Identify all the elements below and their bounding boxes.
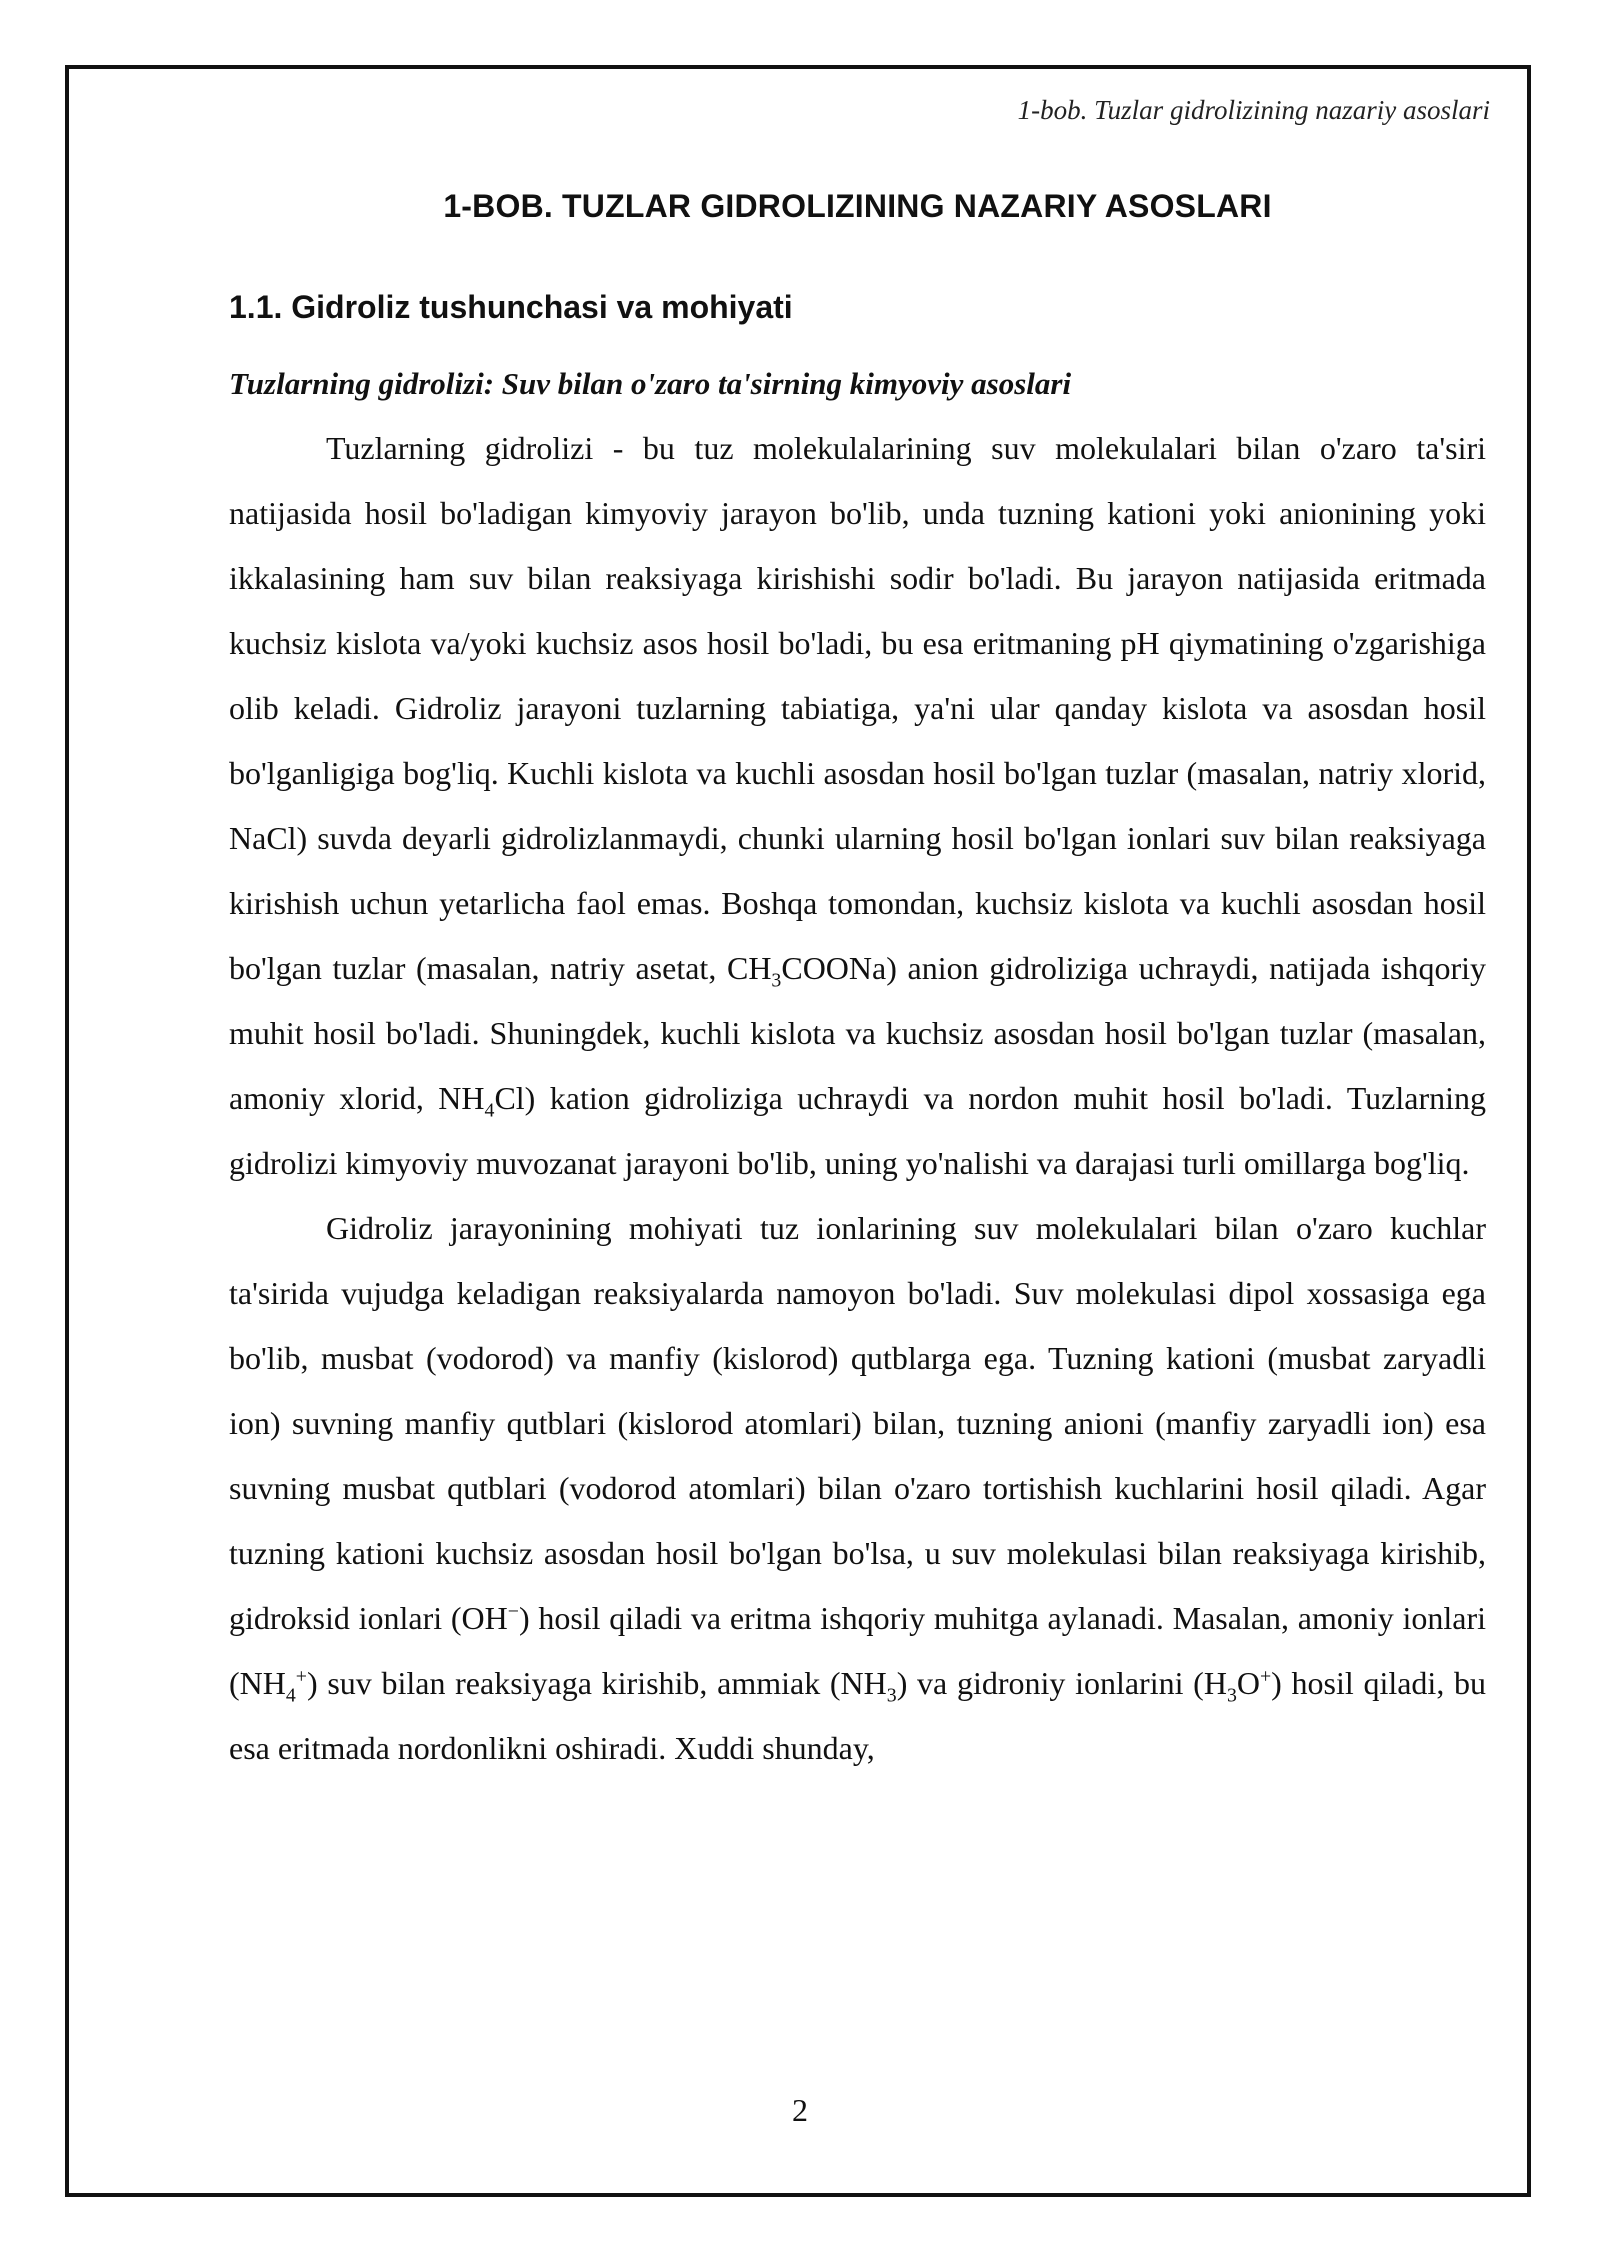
paragraph-2-text-b: ) hosil qiladi va eritma ishqoriy muhitga aylanadi. Masalan, amoniy ionlari (NH: [229, 1600, 1487, 1701]
paragraph-1-text-b: COONa) anion gidroliziga uchraydi, natijada ishqoriy muhit hosil bo'ladi. Shuningdek, kuchli kislota va kuchsiz asosdan hosil bo'lgan tuzlar (masalan, amoniy xlorid, NH: [229, 950, 1486, 1116]
paragraph-2-text-f: ) hosil qiladi, bu esa eritmada nordonlikni oshiradi. Xuddi shunday,: [229, 1665, 1487, 1766]
paragraph-1: [229, 416, 1486, 1196]
subscript: 4: [484, 1099, 495, 1122]
paragraph-2-text-d: ) va gidroniy ionlarini (H: [896, 1665, 1227, 1701]
section-title: 1.1. Gidroliz tushunchasi va mohiyati: [229, 289, 793, 325]
paragraph-2-text-c: ) suv bilan reaksiyaga kirishib, ammiak (NH: [306, 1665, 887, 1701]
paragraph-1-text-a: Tuzlarning gidrolizi - bu tuz molekulalarining suv molekulalari bilan o'zaro ta'siri natijasida hosil bo'ladigan kimyoviy jarayon bo'lib, unda tuzning kationi yoki anionining yoki ikkalasining ham suv bilan reaksiyaga kirishishi sodir bo'ladi. Bu jarayon natijasida eritmada kuchsiz kislota va/yoki kuchsiz asos hosil bo'ladi, bu esa eritmaning pH qiymatining o'zgarishiga olib keladi. Gidroliz jarayoni tuzlarning tabiatiga, ya'ni ular qanday kislota va asosdan hosil bo'lganligiga bog'liq. Kuchli kislota va kuchli asosdan hosil bo'lgan tuzlar (masalan, natriy xlorid, NaCl) suvda deyarli gidrolizlanmaydi, chunki ularning hosil bo'lgan ionlari suv bilan reaksiyaga kirishish uchun yetarlicha faol emas. Boshqa tomondan, kuchsiz kislota va kuchli asosdan hosil bo'lgan tuzlar (masalan, natriy asetat, CH: [229, 430, 1486, 986]
page-content: [229, 188, 1486, 1781]
superscript: +: [1259, 1665, 1272, 1688]
page-number: 2: [792, 2092, 808, 2128]
paragraph-2-text-a: Gidroliz jarayonining mohiyati tuz ionlarining suv molekulalari bilan o'zaro kuchlar ta'sirida vujudga keladigan reaksiyalarda namoyon bo'ladi. Suv molekulasi dipol xossasiga ega bo'lib, musbat (vodorod) va manfiy (kislorod) qutblarga ega. Tuzning kationi (musbat zaryadli ion) suvning manfiy qutblari (kislorod atomlari) bilan, tuzning anioni (manfiy zaryadli ion) esa suvning musbat qutblari (vodorod atomlari) bilan o'zaro tortishish kuchlarini hosil qiladi. Agar tuzning kationi kuchsiz asosdan hosil bo'lgan bo'lsa, u suv molekulasi bilan reaksiyaga kirishib, gidroksid ionlari (OH: [229, 1210, 1486, 1636]
paragraph-2-text-e: O: [1236, 1665, 1260, 1701]
subscript: 4: [285, 1684, 296, 1707]
superscript: −: [507, 1600, 519, 1623]
superscript: +: [295, 1665, 307, 1688]
subscript: 3: [771, 969, 782, 992]
subscript: 3: [886, 1684, 897, 1707]
chapter-title: 1-BOB. TUZLAR GIDROLIZINING NAZARIY ASOSLARI: [443, 188, 1272, 224]
subscript: 3: [1226, 1684, 1237, 1707]
paragraph-1-text-c: Cl) kation gidroliziga uchraydi va nordon muhit hosil bo'ladi. Tuzlarning gidrolizi kimyoviy muvozanat jarayoni bo'lib, uning yo'nalishi va darajasi turli omillarga bog'liq.: [229, 1080, 1487, 1181]
paragraph-2: [229, 1196, 1486, 1781]
running-header: 1-bob. Tuzlar gidrolizining nazariy asoslari: [1017, 95, 1490, 125]
subsection-title: Tuzlarning gidrolizi: Suv bilan o'zaro ta'sirning kimyoviy asoslari: [229, 366, 1072, 401]
